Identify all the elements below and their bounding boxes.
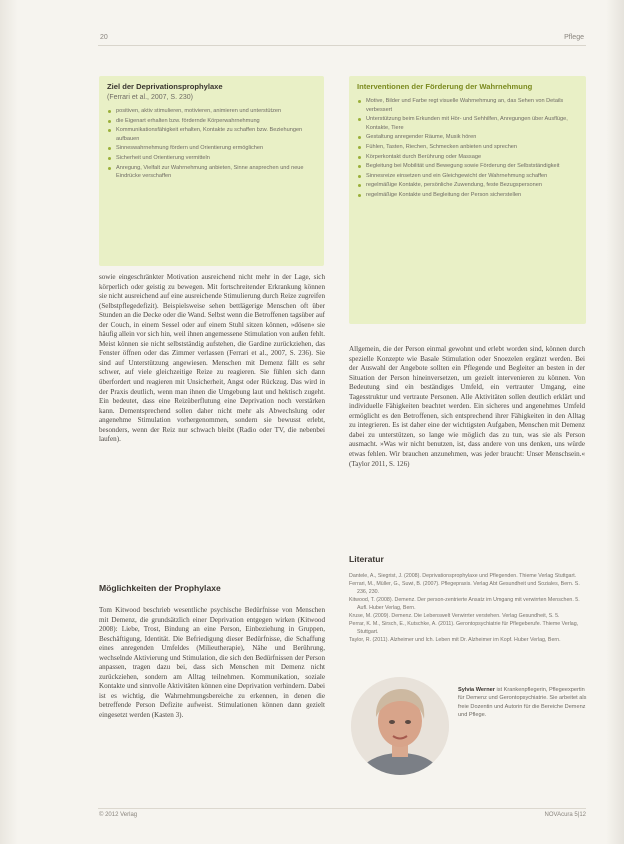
body-paragraph: Tom Kitwood beschrieb wesentliche psychische Bedürfnisse von Menschen mit Demenz, die grundsätzlich einer Deprivation entgegen wirken (Kitwood 2008): Liebe, Trost, Bindung an eine Person, Einbeziehung in Gruppen, Beschäftigung, Identität. Die Befriedigung dieser Bedürfnisse, die Schaffung eines anregenden Umfeldes (Milieutherapie), Nähe und Berührung, wechselnde Aktivierung und Stimulation, die sich den Bedürfnissen der Person anpassen, tragen dazu bei, dass sich Menschen mit Demenz nicht zurückziehen, sondern am Alltag teilnehmen. Kommunikation, soziale Kontakte und sinnvolle Aktivitäten können eine Deprivation verhindern. Dabei ist es wichtig, die Wahrnehmungsbereiche zu erkennen, in denen die betreffende Person Defizite aufweist. Stimulationen können dann gezielt eingesetzt werden (Kasten 3). — [99, 606, 325, 720]
info-box-goals — [99, 76, 324, 266]
section-label: Pflege — [564, 34, 584, 41]
section-heading: Literatur — [349, 554, 384, 564]
literature-entry: Dantele, A., Siegrist, J. (2008). Deprivationsprophylaxe und Pflegenden. Thieme Verlag Stuttgart. — [349, 573, 577, 579]
section-heading: Möglichkeiten der Prophylaxe — [99, 583, 221, 593]
box-title: Interventionen der Förderung der Wahrnehmung — [357, 82, 533, 91]
list-item: Begleitung bei Mobilität und Bewegung sowie Förderung der Selbstständigkeit — [357, 162, 578, 171]
author-portrait-icon — [351, 677, 449, 775]
list-item: regelmäßige Kontakte, persönliche Zuwendung, feste Bezugspersonen — [357, 181, 578, 190]
list-item: positiven, aktiv stimulieren, motivieren, animieren und unterstützen — [107, 107, 316, 116]
literature-entry: Ferrari, M., Müller, G., Suwi, B. (2007). Pflegepraxis. Verlag Abt Gesundheit und Soziales, Bern. S. 236, 230. — [349, 581, 580, 595]
author-photo — [351, 677, 449, 775]
author-name: Sylvia Werner — [458, 687, 495, 693]
footer-rule — [98, 808, 586, 809]
author-bio — [458, 686, 588, 719]
header-rule — [98, 45, 586, 46]
literature-entry: Perrar, K. M., Sirsch, E., Kutschke, A. (2011). Gerontopsychiatrie für Pflegeberufe. Thieme Verlag, Stuttgart. — [349, 621, 579, 635]
literature-list — [349, 573, 585, 646]
list-item: Körperkontakt durch Berührung oder Massage — [357, 153, 578, 162]
list-item: die Eigenart erhalten bzw. fördernde Körperwahrnehmung — [107, 117, 316, 126]
literature-entry: Kitwood, T. (2008). Demenz. Der person-zentrierte Ansatz im Umgang mit verwirrten Menschen. 5. Aufl. Huber Verlag, Bern. — [349, 597, 580, 611]
box-title: Ziel der Deprivationsprophylaxe — [107, 82, 223, 91]
body-paragraph: Allgemein, die der Person einmal gewohnt und erlebt worden sind, können durch spezielle Konzepte wie Basale Stimulation oder Snoezelen ergänzt werden. Bei der Auswahl der Angebote sollten ein Pflegende und Begleiter an besten in der Situation der Person hineinversetzen, um gezielt intervenieren zu können. Von Bedeutung sind ein beständiges Umfeld, ein vertrauter Umgang, eine Tagesstruktur und vertraute Personen. Alle Aktivitäten sollen deutlich erklärt und individuelle Fähigkeiten beachtet werden. Ein sicheres und angenehmes Umfeld ermöglicht es den Betroffenen, sich entsprechend ihrer Fähigkeiten in den Alltag zu integrieren. Es ist daher eine der wichtigsten Aufgaben, Menschen mit Demenz dabei zu unterstützen, so lange wie möglich das zu tun, was sie als Person ausmacht. »Was wir nicht benutzen, ist, dass andere von uns denken, uns würde etwas fehlen. Wir brauchen anzunehmen, was jeder braucht: Unser Menschsein.« (Taylor 2011, S. 126) — [349, 345, 585, 468]
author-description: ist Krankenpflegerin, Pflegeexpertin für Demenz und Gerontopsychiatrie. Sie arbeitet als freie Dozentin und Autorin für die Bereiche Demenz und Pflege. — [458, 687, 587, 718]
footer-issue: NOVAcura 5|12 — [544, 812, 586, 818]
footer-copyright: © 2012 Verlag — [99, 812, 138, 818]
info-box-interventions — [349, 76, 586, 324]
list-item: Gestaltung anregender Räume, Musik hören — [357, 133, 578, 142]
literature-entry: Taylor, R. (2011). Alzheimer und Ich. Leben mit Dr. Alzheimer im Kopf. Huber Verlag, Bern. — [349, 637, 561, 644]
list-item: Sinneswahrnehmung fördern und Orientierung ermöglichen — [107, 144, 316, 153]
list-item: Fühlen, Tasten, Riechen, Schmecken anbieten und sprechen — [357, 143, 578, 152]
list-item: Sinnesreize einsetzen und ein Gleichgewicht der Wahrnehmung schaffen — [357, 172, 578, 181]
list-item: regelmäßige Kontakte und Begleitung der Person sicherstellen — [357, 191, 578, 200]
list-item: Anregung, Vielfalt zur Wahrnehmung anbieten, Sinne ansprechen und neue Eindrücke verschaffen — [107, 164, 316, 181]
box-source: (Ferrari et al., 2007, S. 230) — [107, 94, 193, 101]
list-item: Sicherheit und Orientierung vermitteln — [107, 154, 316, 163]
box-list — [107, 107, 316, 181]
list-item: Unterstützung beim Erkunden mit Hör- und Sehhilfen, Anregungen über Ausflüge, Kontakte, Tiere — [357, 115, 578, 132]
list-item: Motive, Bilder und Farbe regt visuelle Wahrnehmung an, das Sehen von Details verbessert — [357, 97, 578, 114]
list-item: Kommunikationsfähigkeit erhalten, Kontakte zu schaffen bzw. Beziehungen aufbauen — [107, 126, 316, 143]
page-number: 20 — [100, 34, 108, 41]
literature-entry: Kruse, M. (2009). Demenz. Die Lebenswelt Verwirrter verstehen. Verlag Gesundheit, S. 5. — [349, 613, 560, 620]
box-list — [357, 97, 578, 200]
body-paragraph: sowie eingeschränkter Motivation ausreichend nicht mehr in der Lage, sich körperlich oder geistig zu bewegen. Mit fortschreitender Erkrankung können sie nicht ausreichend auf eine ausreichende Stimulierung durch Reize zugreifen (Selbstpflegedefizit). Beispielsweise sehen bettlägerige Menschen oft über Stunden an die Decke oder die Wand. Selbst wenn die Betroffenen tagsüber auf der Couch, in einem Sessel oder auf einem Stuhl sitzen können, »dösen« sie häufig allein vor sich hin, weil ihnen angemessene Stimulation von außen fehlt. Meist können sie nicht selbstständig aufstehen, die Gardine zurückziehen, das Fenster öffnen oder das Zimmer verlassen (Ferrari et al., 2007, S. 236). Sie sind auf Unterstützung angewiesen. Menschen mit Demenz fällt es sehr schwer, auf viele gleichzeitige Reize zu reagieren. Sie fühlen sich dann überfordert und reagieren mit Unsicherheit, Angst oder Rückzug. Das wird in der Praxis deutlich, wenn man ihnen die Umgebung laut und hektisch zugeht. Ein bedeutet, dass eine Reizüberflutung eine Deprivation noch verstärken kann. Dementsprechend sollen daher nicht mehr als Abwechslung oder angenehme Stimulation vorhergenommen, sondern sie bewusst erlebt, besonders, wenn der Reiz nur schwach bleibt (Radio oder TV, die nebenbei laufen). — [99, 273, 325, 444]
